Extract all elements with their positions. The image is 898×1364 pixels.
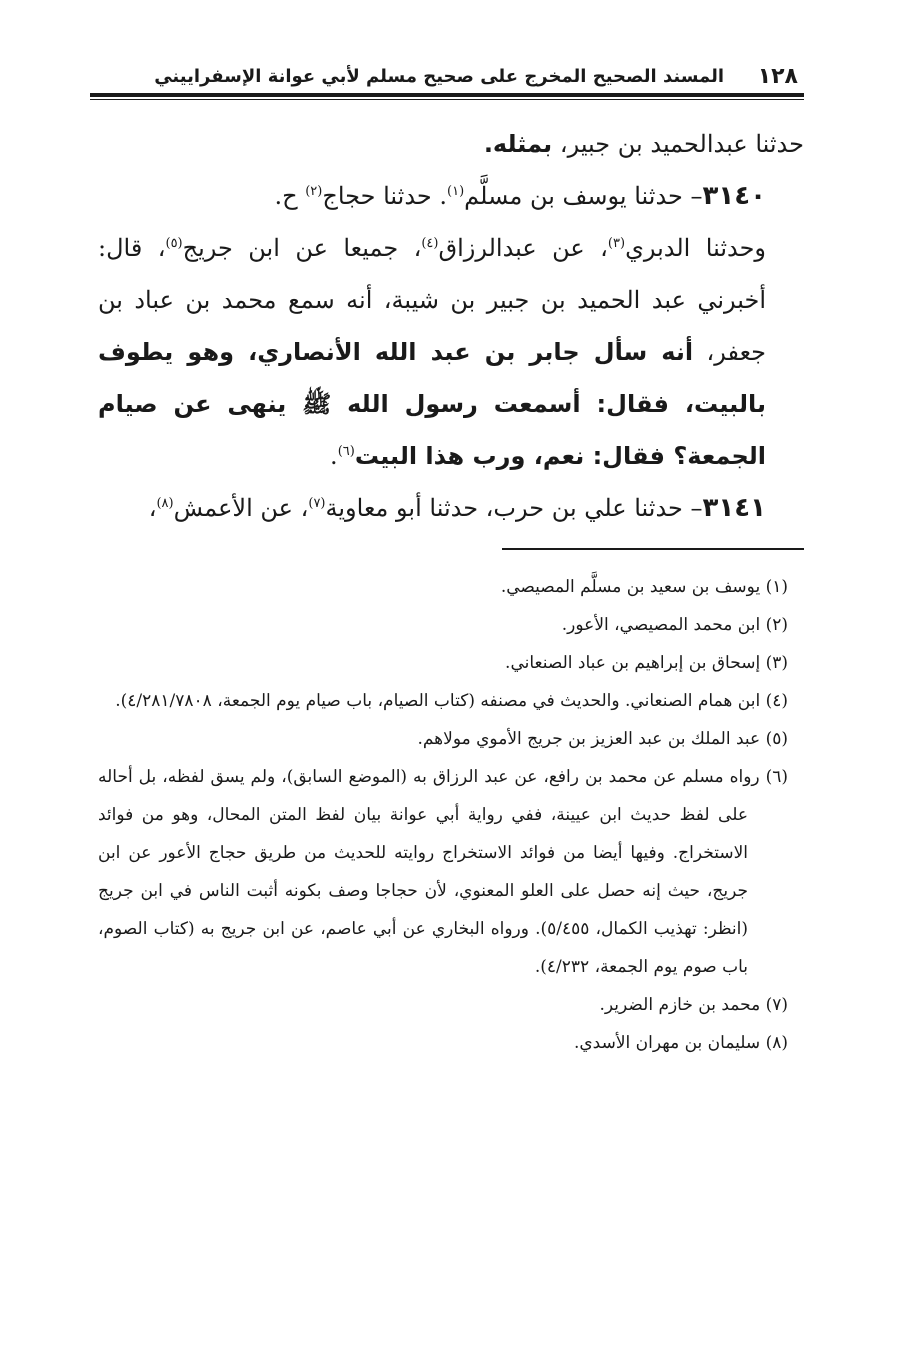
footnote: (٢) ابن محمد المصيصي، الأعور.: [561, 615, 788, 635]
footnote-ref[interactable]: (٧): [308, 496, 326, 511]
bold-phrase: بمثله.: [483, 130, 553, 158]
running-header: [90, 62, 804, 94]
footnote: (٣) إسحاق بن إبراهيم بن عباد الصنعاني.: [505, 653, 788, 673]
hadith-number: ٣١٤١: [702, 493, 766, 523]
footnotes: [98, 568, 788, 1062]
footnote: (٨) سليمان بن مهران الأسدي.: [573, 1033, 788, 1053]
hadith-3140-heading: ٣١٤٠– حدثنا يوسف بن مسلَّم$^{(١)}$. حدثنا حجاج$^{(٢)}$ ح.: [274, 181, 766, 211]
hadith-3140-text: وحدثنا الدبري$^{(٣)}$، عن عبدالرزاق$^{(٤)}$، جميعا عن ابن جريج$^{(٥)}$، قال: أخبرني عبد الحميد بن جبير بن شيبة، أنه سمع محمد بن عباد بن جعفر، أنه سأل جابر بن عبد الله الأنصاري، وهو يطوف بالبيت، فقال: أسمعت رسول الله ﷺ ينهى عن صيام الجمعة؟ فقال: نعم، ورب هذا البيت$^{(٦)}$.: [98, 234, 767, 470]
footnote: (١) يوسف بن سعيد بن مسلَّم المصيصي.: [500, 577, 788, 597]
footnote-ref[interactable]: (٦): [337, 444, 355, 459]
footnote-ref[interactable]: (٥): [165, 236, 183, 251]
hadith-3141-heading: ٣١٤١– حدثنا علي بن حرب، حدثنا أبو معاوية$^{(٧)}$، عن الأعمش$^{(٨)}$،: [148, 493, 766, 523]
header-rule-thick: [90, 93, 804, 97]
main-text: [98, 118, 804, 534]
footnote: (٤) ابن همام الصنعاني. والحديث في مصنفه (كتاب الصيام، باب صيام يوم الجمعة، ٤/٢٨١/٧٨٠٨).: [115, 691, 788, 711]
footnote-ref[interactable]: (٣): [607, 236, 626, 251]
hadith-matn: أنه سأل جابر بن عبد الله الأنصاري، وهو يطوف بالبيت، فقال: أسمعت رسول الله ﷺ ينهى عن صيام الجمعة؟ فقال: نعم، ورب هذا البيت: [98, 338, 766, 470]
footnote-ref[interactable]: (٢): [305, 184, 323, 199]
footnote: (٥) عبد الملك بن عبد العزيز بن جريج الأموي مولاهم.: [417, 729, 788, 749]
header-rule-thin: [90, 99, 804, 100]
footnote-ref[interactable]: (١): [447, 184, 465, 199]
hadith-number: ٣١٤٠: [702, 181, 766, 211]
paragraph-continuation: حدثنا عبدالحميد بن جبير، بمثله.: [483, 130, 804, 158]
page-number: ١٢٨: [757, 64, 798, 89]
footnote-ref[interactable]: (٨): [156, 496, 174, 511]
footnote: (٧) محمد بن خازم الضرير.: [599, 995, 788, 1015]
footnote-separator: [502, 548, 804, 550]
footnote: (٦) رواه مسلم عن محمد بن رافع، عن عبد الرزاق به (الموضع السابق)، ولم يسق لفظه، بل أحاله على لفظ حديث ابن عيينة، ففي رواية أبي عوانة بيان لفظ المتن المحال، وهو من فوائد الاستخراج. وفيها أيضا من فوائد الاستخراج روايته للحديث من طريق حجاج الأعور عن ابن جريج، حيث إنه حصل على العلو المعنوي، لأن حجاجا وصف بكونه أثبت الناس في ابن جريج (انظر: تهذيب الكمال، ٥/٤٥٥). ورواه البخاري عن أبي عاصم، عن ابن جريج به (كتاب الصوم، باب صوم يوم الجمعة، ٤/٢٣٢).: [98, 767, 788, 977]
footnote-ref[interactable]: (٤): [421, 236, 439, 251]
book-title: المسند الصحيح المخرج على صحيح مسلم لأبي عوانة الإسفراييني: [154, 66, 724, 87]
